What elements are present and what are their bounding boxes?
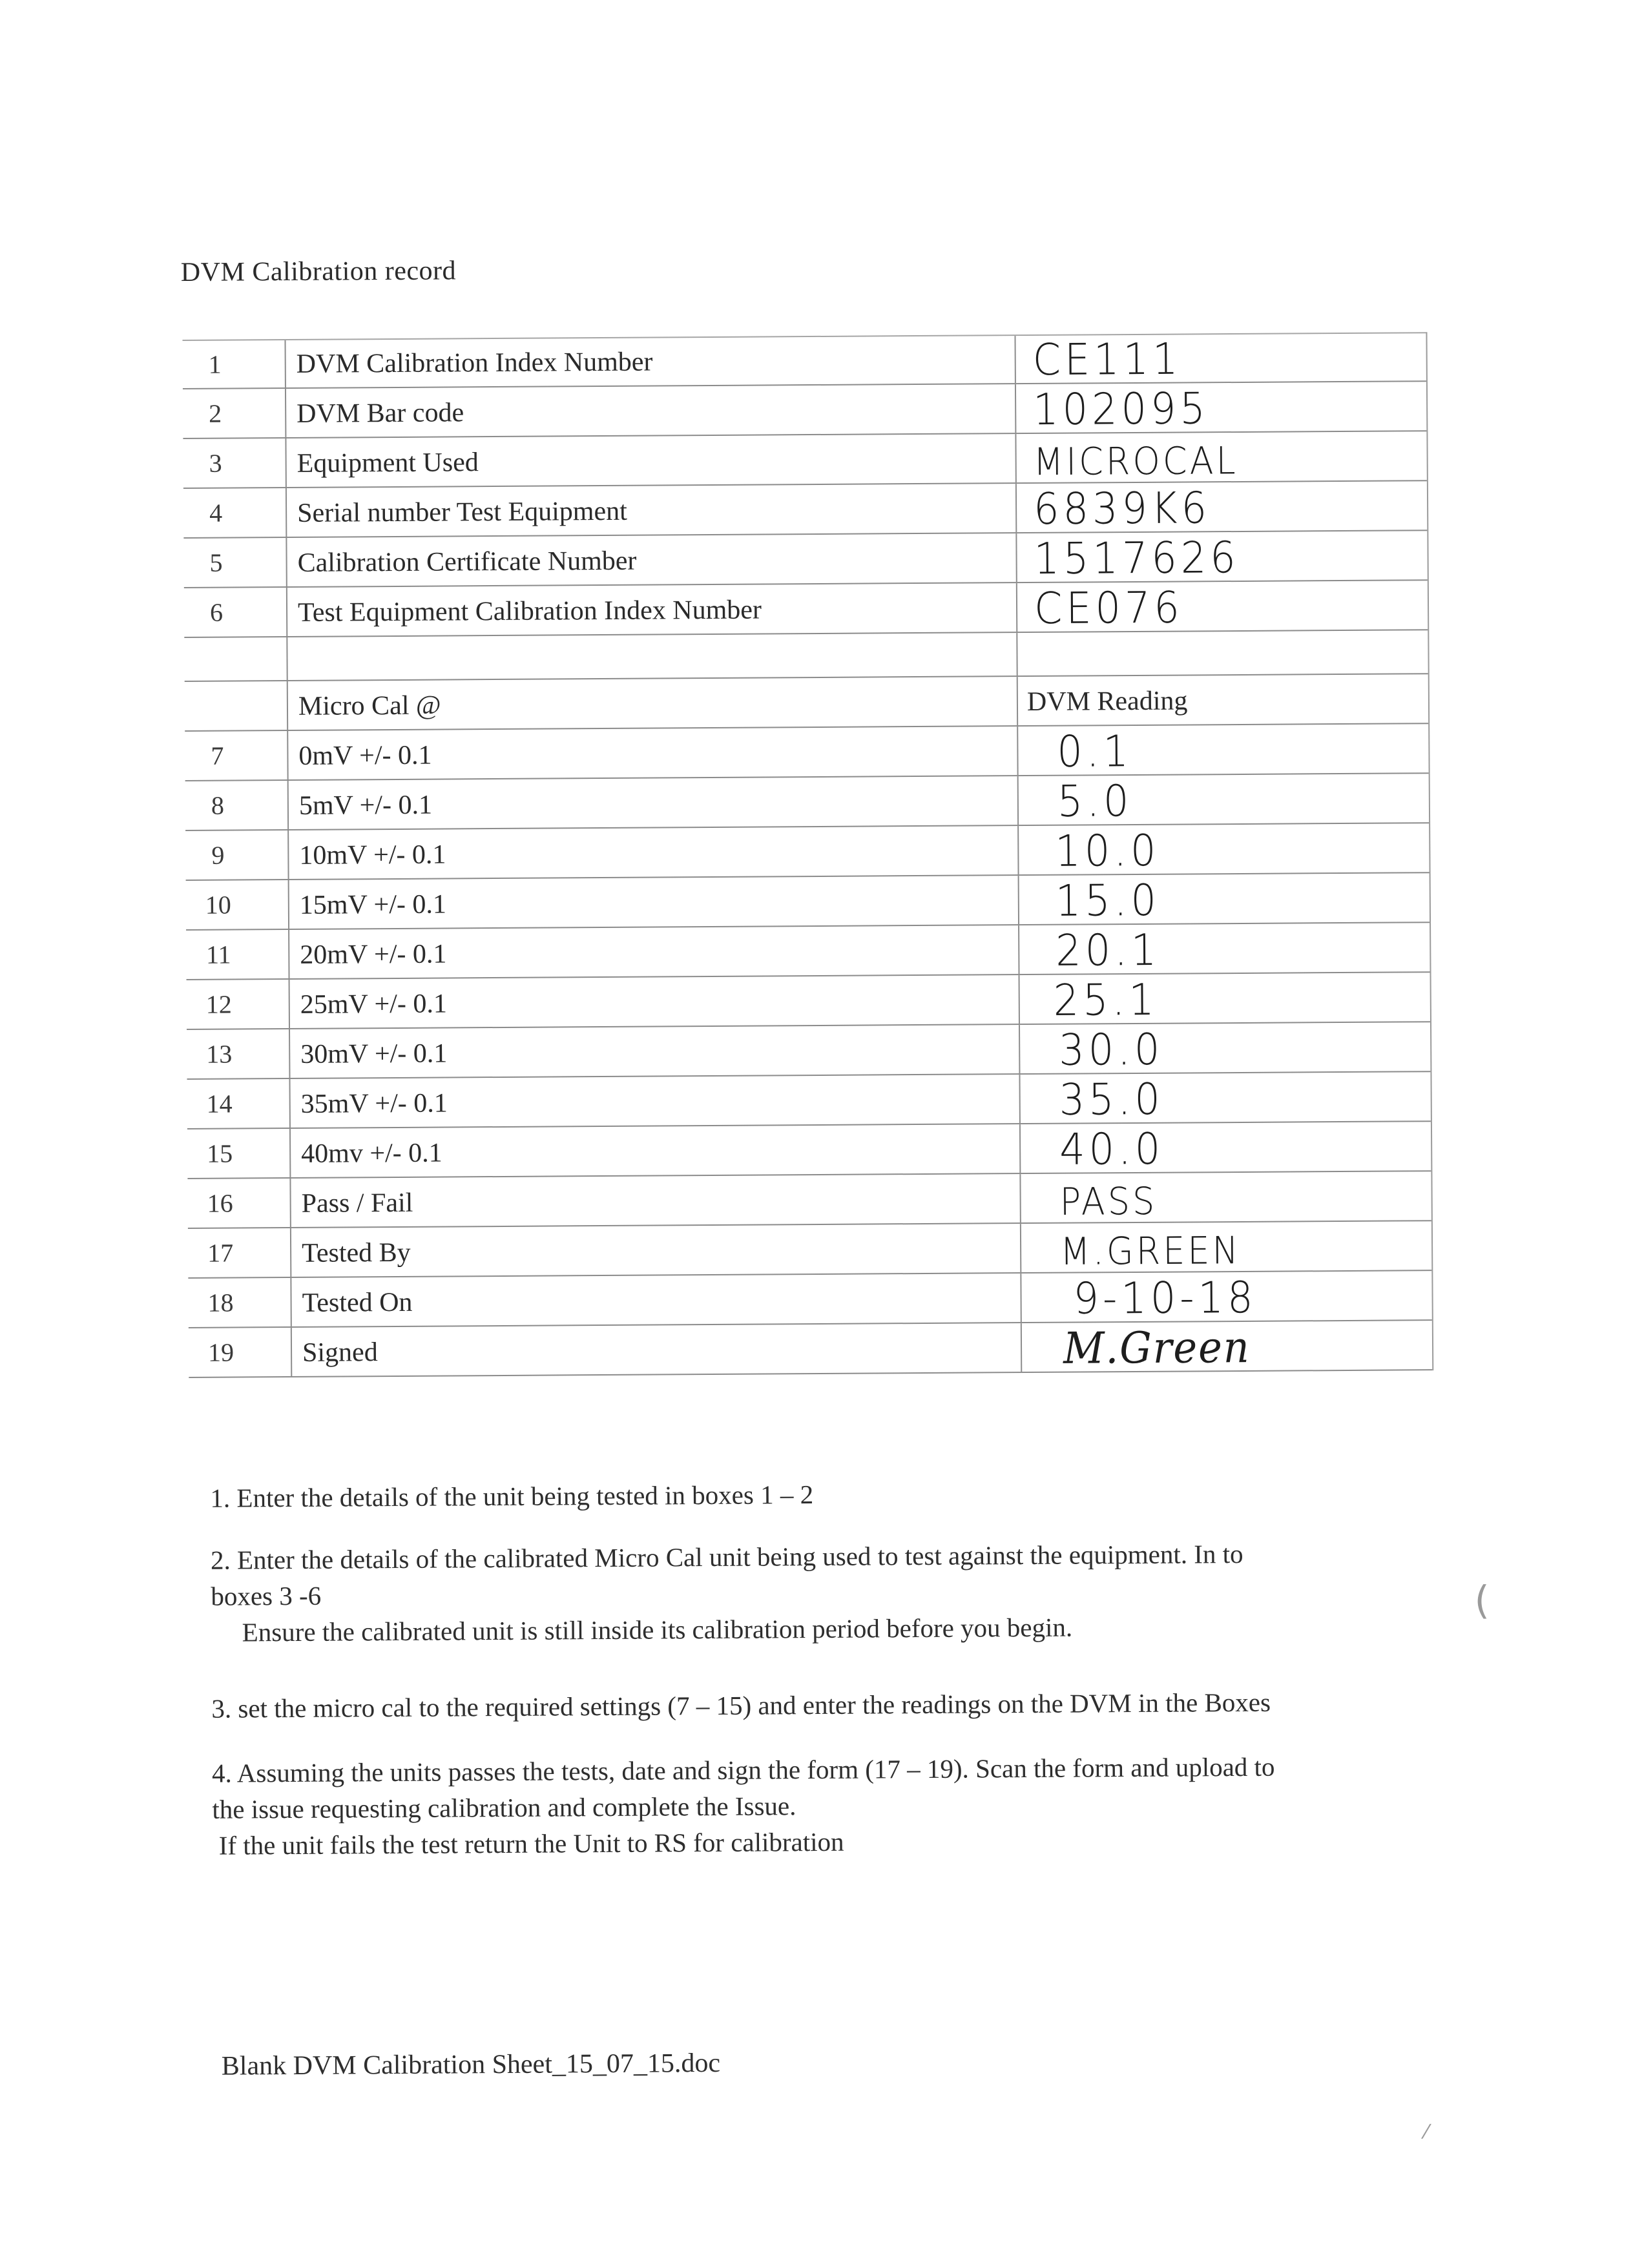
- instruction-step-2-line-3: Ensure the calibrated unit is still inside its calibration period before you begin.: [242, 1612, 1073, 1647]
- row-label: Calibration Certificate Number: [286, 533, 1015, 586]
- table-row: [186, 923, 1430, 980]
- row-label: DVM Calibration Index Number: [285, 336, 1015, 387]
- table-row: [183, 531, 1427, 588]
- row-value: 25.1: [1053, 974, 1159, 1026]
- table-row: [183, 481, 1427, 539]
- handwritten-value: [1015, 431, 1426, 482]
- row-number: 12: [205, 989, 232, 1019]
- row-label: Tested By: [290, 1224, 1020, 1277]
- row-value: M.GREEN: [1059, 1228, 1242, 1274]
- row-number: 6: [209, 597, 224, 627]
- row-label: 35mV +/- 0.1: [289, 1075, 1019, 1128]
- blank-number-cell: [184, 637, 287, 681]
- row-number: 7: [211, 741, 224, 770]
- row-value: 10.0: [1055, 825, 1160, 877]
- row-label: Test Equipment Calibration Index Number: [286, 583, 1016, 636]
- dvm-reading-header-cell: [1017, 674, 1428, 725]
- row-value: 9-10-18: [1073, 1272, 1257, 1324]
- row-value: 40.0: [1059, 1123, 1165, 1175]
- row-value: CE111: [1032, 333, 1182, 386]
- blank-value-cell: [1016, 630, 1428, 675]
- handwritten-value: [1019, 1122, 1431, 1173]
- row-value: PASS: [1059, 1179, 1158, 1224]
- row-value: 35.0: [1059, 1073, 1164, 1126]
- scan-mark: ⁄: [1424, 2121, 1428, 2144]
- row-value: 20.1: [1056, 924, 1161, 976]
- handwritten-value: [1019, 1072, 1430, 1126]
- row-number: 16: [207, 1188, 233, 1218]
- handwritten-value: [1020, 1221, 1431, 1272]
- row-label: 25mV +/- 0.1: [289, 975, 1019, 1028]
- scan-mark: (: [1474, 1578, 1490, 1624]
- handwritten-value: [1019, 1171, 1431, 1222]
- row-number: 2: [209, 398, 222, 428]
- row-label: 10mV +/- 0.1: [287, 826, 1017, 879]
- instruction-step-4-line-1: 4. Assuming the units passes the tests, date and sign the form (17 – 19). Scan the form and upload to: [211, 1751, 1275, 1788]
- instruction-step-1: 1. Enter the details of the unit being tested in boxes 1 – 2: [210, 1479, 814, 1513]
- header-number-cell: [185, 681, 288, 730]
- row-number: 3: [209, 448, 222, 478]
- row-label: DVM Bar code: [285, 384, 1015, 437]
- handwritten-value: [1014, 333, 1426, 386]
- row-value: MICROCAL: [1033, 438, 1238, 484]
- row-value: 0.1: [1057, 725, 1133, 778]
- row-number: 10: [205, 890, 231, 920]
- row-number: 9: [211, 840, 225, 870]
- instruction-step-4-line-3: If the unit fails the test return the Unit to RS for calibration: [218, 1826, 844, 1861]
- handwritten-value: [1018, 923, 1430, 974]
- document-footer: Blank DVM Calibration Sheet_15_07_15.doc: [221, 2048, 721, 2081]
- instruction-step-2-line-1: 2. Enter the details of the calibrated Micro Cal unit being used to test against the equipment. In to: [210, 1538, 1243, 1575]
- row-label: Tested On: [290, 1273, 1020, 1326]
- table-row: [188, 1221, 1431, 1279]
- table-row: [187, 1072, 1430, 1129]
- table-row: [182, 332, 1426, 389]
- table-row: [187, 1171, 1431, 1229]
- row-number: 17: [207, 1238, 234, 1268]
- table-row: [188, 1271, 1431, 1328]
- instruction-step-2: [211, 1534, 1471, 1651]
- row-value: 5.0: [1057, 775, 1133, 827]
- instruction-step-3: 3. set the micro cal to the required settings (7 – 15) and enter the readings on the DVM in the Boxes: [211, 1687, 1271, 1724]
- row-label: 30mV +/- 0.1: [289, 1025, 1019, 1078]
- blank-label-cell: [286, 633, 1016, 680]
- row-number: 11: [205, 940, 231, 969]
- row-label: Pass / Fail: [289, 1174, 1019, 1227]
- table-row: [186, 873, 1430, 931]
- table-row: [187, 1122, 1431, 1179]
- table-row: [189, 1321, 1432, 1378]
- row-label: 0mV +/- 0.1: [287, 727, 1017, 779]
- table-row: [187, 973, 1430, 1030]
- row-label: 20mV +/- 0.1: [288, 925, 1018, 978]
- table-row: [185, 823, 1429, 881]
- row-number: 19: [207, 1337, 234, 1367]
- row-value: 6839K6: [1033, 482, 1211, 535]
- document-title: DVM Calibration record: [180, 256, 457, 287]
- row-number: 14: [206, 1089, 233, 1119]
- handwritten-value: [1015, 531, 1427, 582]
- handwritten-value: [1017, 724, 1428, 778]
- handwritten-value: [1020, 1271, 1431, 1322]
- handwritten-value: [1019, 1022, 1430, 1076]
- micro-cal-header: Micro Cal @: [287, 677, 1017, 730]
- readings-header-row: [185, 674, 1428, 732]
- row-value: CE076: [1034, 582, 1184, 634]
- instruction-step-2-line-2: boxes 3 -6: [211, 1580, 322, 1611]
- row-number: 1: [208, 349, 222, 379]
- handwritten-value: [1018, 873, 1430, 927]
- signature: M.Green: [1063, 1321, 1251, 1374]
- row-number: 18: [207, 1288, 234, 1317]
- row-value: 102095: [1032, 382, 1210, 435]
- row-number: 13: [206, 1039, 233, 1069]
- dvm-reading-header: DVM Reading: [1026, 686, 1188, 717]
- instruction-step-4-line-2: the issue requesting calibration and complete the Issue.: [212, 1791, 796, 1824]
- row-number: 8: [211, 790, 225, 820]
- table-row: [183, 431, 1426, 489]
- table-row: [184, 581, 1428, 638]
- table-row: [183, 382, 1426, 439]
- handwritten-value: [1016, 581, 1428, 632]
- row-number: 15: [207, 1139, 233, 1168]
- handwritten-value: [1017, 823, 1429, 877]
- handwritten-value: [1019, 973, 1430, 1024]
- row-value: 30.0: [1058, 1024, 1164, 1076]
- table-row: [185, 724, 1428, 781]
- handwritten-value: [1015, 481, 1427, 535]
- row-label: Equipment Used: [285, 434, 1015, 487]
- handwritten-value: [1017, 774, 1429, 825]
- row-number: 5: [209, 548, 223, 577]
- calibration-table: [182, 332, 1433, 1378]
- table-row: [187, 1022, 1430, 1080]
- row-number: 4: [209, 498, 223, 528]
- row-label: 15mV +/- 0.1: [288, 876, 1018, 929]
- row-label: 5mV +/- 0.1: [287, 776, 1017, 829]
- handwritten-value: [1015, 382, 1426, 433]
- row-value: 1517626: [1034, 531, 1240, 584]
- row-label: Serial number Test Equipment: [286, 484, 1015, 537]
- row-value: 15.0: [1055, 874, 1161, 927]
- row-label: 40mv +/- 0.1: [289, 1124, 1019, 1177]
- instruction-step-4: [212, 1747, 1472, 1864]
- row-label: Signed: [291, 1323, 1021, 1376]
- blank-row: [184, 630, 1428, 682]
- table-row: [185, 774, 1429, 831]
- signature-cell: [1021, 1321, 1432, 1372]
